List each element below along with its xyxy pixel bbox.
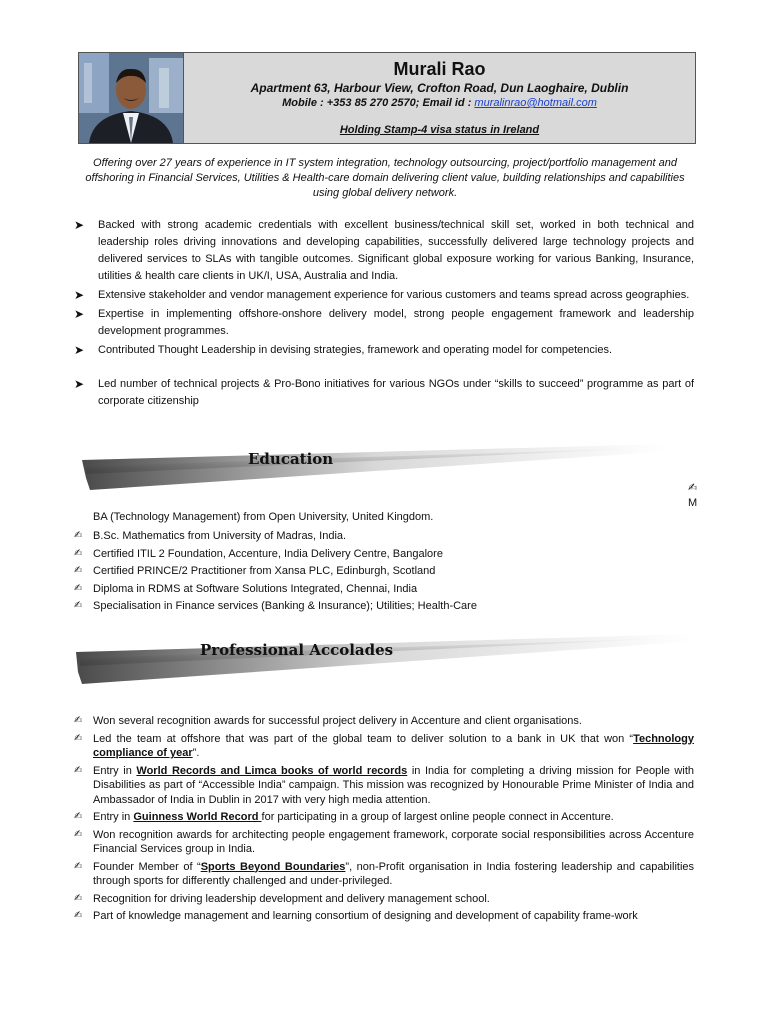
list-item: ✍ B.Sc. Mathematics from University of Madras, India. [74, 530, 347, 542]
stray-letter: M [688, 497, 698, 509]
accolades-list [74, 714, 694, 927]
hand-bullet-icon: ✍ [74, 565, 83, 576]
visa-status: Holding Stamp-4 visa status in Ireland [339, 124, 540, 136]
hand-bullet-icon: ✍ [74, 892, 83, 904]
stray-hand-icon: ✍ [688, 481, 698, 494]
education-list [74, 529, 694, 617]
award-link: Guinness World Record [133, 811, 262, 823]
list-item: ✍ Entry in World Records and Limca books of world records in India for completing a driving mission for People with Disabilities as part of “Accessible India” campaign. This mission was recognized by Honourable Prime Minister of India and Ambassador of India in Dublin in 2017 with very high media attention. [74, 764, 694, 806]
profile-photo [79, 53, 184, 143]
banner-swoosh-graphic [80, 440, 666, 490]
hand-bullet-icon: ✍ [74, 715, 83, 726]
hand-bullet-icon: ✍ [74, 547, 83, 559]
list-item: ✍ Certified PRINCE/2 Practitioner from Xansa PLC, Edinburgh, Scotland [74, 565, 436, 577]
award-link: World Records and Limca books of world records [136, 764, 408, 777]
arrow-bullet-icon: ➤ [74, 218, 85, 232]
arrow-bullet-icon: ➤ [74, 288, 85, 302]
hand-bullet-icon: ✍ [74, 582, 83, 594]
hand-bullet-icon: ✍ [74, 860, 83, 872]
hand-bullet-icon: ✍ [74, 828, 83, 840]
list-item: ✍ Part of knowledge management and learning consortium of designing and development of capability frame-work [74, 910, 638, 922]
hand-bullet-icon: ✍ [74, 600, 83, 611]
address: Apartment 63, Harbour View, Crofton Road, Dun Laoghaire, Dublin [250, 81, 629, 95]
arrow-bullet-icon: ➤ [74, 343, 85, 357]
list-item: ✍ Founder Member of “Sports Beyond Boundaries”, non-Profit organisation in India fostering leadership and capabilities through sports for differently challenged and under-privileged. [74, 860, 694, 887]
list-item: ✍ Led the team at offshore that was part of the global team to deliver solution to a bank in UK that won “Technology compliance of year”. [74, 732, 694, 759]
award-link: Sports Beyond Boundaries [200, 860, 346, 873]
education-banner [80, 440, 666, 490]
hand-bullet-icon: ✍ [74, 811, 83, 822]
arrow-bullet-icon: ➤ [74, 377, 85, 391]
hand-bullet-icon: ✍ [74, 764, 83, 776]
email-link[interactable]: muralinrao@hotmail.com [474, 97, 597, 109]
list-item: ➤ Contributed Thought Leadership in devising strategies, framework and operating model for competencies. [74, 343, 613, 357]
profile-summary: Offering over 27 years of experience in IT system integration, technology outsourcing, project/portfolio management and offshoring in Financial Services, Utilities & Health-care domain delivering client value, building relationships and capabilities using global delivery network. [85, 157, 685, 199]
list-item: ✍ Entry in Guinness World Record for participating in a group of largest online people connect in Accenture. [74, 811, 614, 823]
hand-bullet-icon: ✍ [74, 530, 83, 541]
list-item: ✍ Certified ITIL 2 Foundation, Accenture, India Delivery Centre, Bangalore [74, 547, 443, 560]
accolades-banner [74, 630, 692, 684]
accolades-heading: Professional Accolades [200, 641, 394, 659]
contact-line [184, 96, 695, 110]
list-item: ➤ Expertise in implementing offshore-onshore delivery model, strong people engagement framework and leadership development programmes. [74, 307, 694, 337]
award-link: Technology compliance of year [93, 732, 694, 759]
list-item: ➤ Led number of technical projects & Pro-Bono initiatives for various NGOs under “skills to succeed” programme as part of corporate citizenship [74, 377, 694, 407]
list-item: ➤ Extensive stakeholder and vendor management experience for various customers and teams spread across geographies. [74, 288, 690, 302]
header-box [78, 52, 696, 144]
list-item: ✍ Specialisation in Finance services (Banking & Insurance); Utilities; Health-Care [74, 600, 477, 612]
candidate-name: Murali Rao [393, 59, 486, 79]
mobile-label: Mobile : +353 85 270 2570; Email id : [282, 97, 475, 109]
list-item: ✍ Diploma in RDMS at Software Solutions Integrated, Chennai, India [74, 582, 418, 595]
arrow-bullet-icon: ➤ [74, 307, 85, 321]
list-item: ✍ Recognition for driving leadership development and delivery management school. [74, 892, 490, 905]
list-item: ➤ Backed with strong academic credentials with excellent business/technical skill set, worked in both technical and leadership roles driving innovations and developing capabilities, successfully delivered large technology projects and delivered services to SLAs with tangible outcomes. Significant global exposure working for various Banking, Insurance, utilities & health care clients in UK/I, USA, Australia and India. [74, 218, 694, 282]
education-heading: Education [248, 450, 334, 468]
highlights-list [74, 217, 694, 410]
hand-bullet-icon: ✍ [74, 732, 83, 744]
list-item: ✍ Won recognition awards for architecting people engagement framework, corporate social responsibilities across Accenture Financial Services group in India. [74, 828, 694, 855]
list-item: ✍ Won several recognition awards for successful project delivery in Accenture and client organisations. [74, 715, 582, 727]
education-first-line: BA (Technology Management) from Open University, United Kingdom. [93, 511, 434, 523]
hand-bullet-icon: ✍ [74, 910, 83, 921]
header-info [184, 53, 695, 143]
